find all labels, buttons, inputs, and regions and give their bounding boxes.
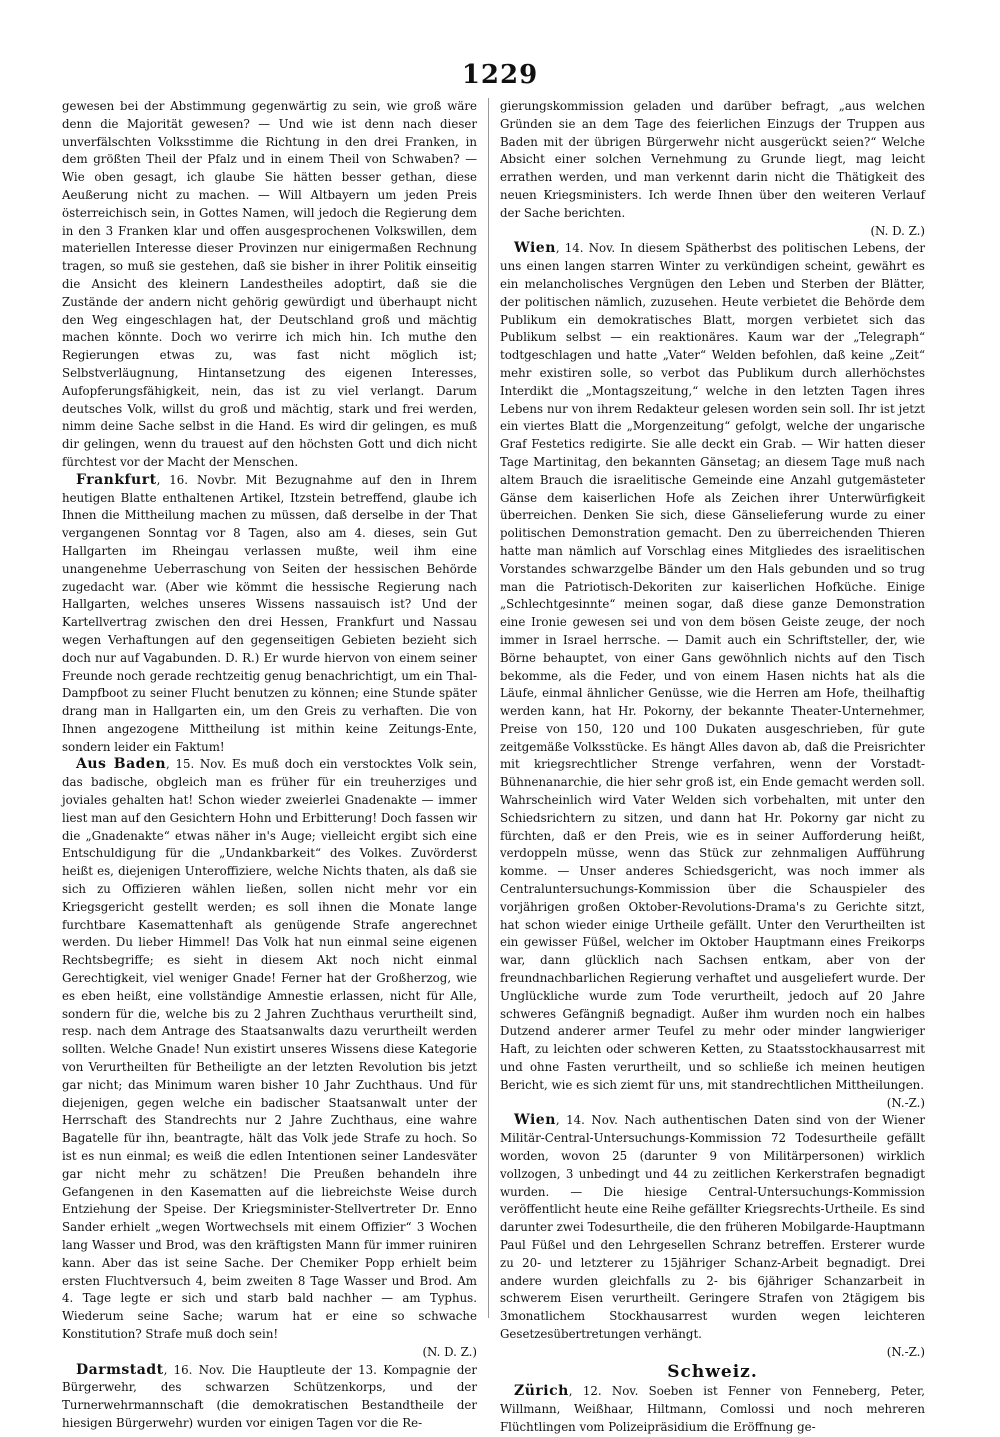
article-text: gierungskommission geladen und darüber befragt, „aus welchen Gründen sie an dem Tage des feierlichen Einzugs der Truppen aus Baden mit der übrigen Bürgerwehr nicht ausgerückt seien?“ Welche Absicht einer solchen Vernehmung zu Grunde liegt, mag leicht errathen werden, und man verkennt darin nicht die Thätigkeit des neuen Kriegsministers. Ich werde Ihnen über den weiteren Verlauf der Sache berichten. [500,99,925,220]
article-text: , 15. Nov. Es muß doch ein verstocktes Volk sein, das badische, obgleich man es früher für ein treuherziges und joviales gehalten hat! Schon wieder zweierlei Gnadenakte — immer liest man auf den Gesichtern Hohn und Erbitterung! Doch fassen wir die „Gnadenakte“ etwas näher in's Auge; vielleicht ergibt sich eine Entschuldigung für die „Undankbarkeit“ des Volkes. Zuvörderst heißt es, diejenigen Unteroffiziere, welche Nichts thaten, als daß sie sich zu Offizieren wählen ließen, sollen nicht mehr vor ein Kriegsgericht gestellt werden; es soll ihnen die Monate lange furchtbare Kasemattenhaft als genügende Strafe angerechnet werden. Du lieber Himmel! Das Volk hat nun einmal seine eigenen Rechtsbegriffe; es sieht in diesem Akt noch nicht einmal Gerechtigkeit, viel weniger Gnade! Ferner hat der Großherzog, wie es eben heißt, eine vollständige Amnestie erlassen, nicht für Alle, sondern für die, welche bis zu 2 Jahren Zuchthaus verurtheilt sind, resp. nach dem Antrage des Staatsanwalts dazu verurtheilt werden sollten. Welche Gnade! Nun existirt unseres Wissens diese Kategorie von Verurtheilten für Betheiligte an der letzten Revolution bis jetzt gar nicht; das Minimum waren bisher 10 Jahr Zuchthaus. Und für diejenigen, gegen welche ein badischer Staatsanwalt unter der Herrschaft des Standrechts nur 2 Jahre Zuchthaus, eine wahre Bagatelle für ihn, beantragte, hält das Volk jede Strafe zu hoch. So ist es nun einmal; es weiß die edlen Intentionen seiner Landesväter gar nicht mehr zu schätzen! Die Preußen behandeln ihre Gefangenen in den Kasematten auf die liebreichste Weise durch Entziehung der Speise. Der Kriegsminister-Stellvertreter Dr. Enno Sander erhielt „wegen Wortwechsels mit einem Offizier“ 3 Wochen lang Wasser und Brod, was den kräftigsten Mann für immer ruiniren kann. Aber das ist seine Sache. Der Chemiker Popp erhielt beim ersten Fluchtversuch 4, beim zweiten 8 Tage Wasser und Brod. Am 4. Tage legte er sich und starb bald nachher — am Typhus. Wiederum seine Sache; warum hat er eine so schwache Konstitution? Strafe muß doch sein! [62,757,477,1341]
article-text: , 14. Nov. Nach authentischen Daten sind von der Wiener Militär-Central-Untersuchungs-Kommission 72 Todesurtheile gefällt worden, wovon 25 (darunter 9 von Militärpersonen) wirklich vollzogen, 3 unbedingt und 44 zu zeitlichen Kerkerstrafen begnadigt wurden. — Die hiesige Central-Untersuchungs-Kommission veröffentlicht heute eine Reihe gefällter Kriegsrechts-Urtheile. Es sind darunter zwei Todesurtheile, die den früheren Mobilgarde-Hauptmann Paul Füßel und den Lehrgesellen Schranz betreffen. Ersterer wurde zu 20- und letzterer zu 15jähriger Schanz-Arbeit begnadigt. Drei andere wurden gleichfalls zu 2- bis 6jähriger Schanzarbeit in schwerem Eisen verurtheilt. Geringere Strafen von 2tägigem bis 3monatlichem Stockhausarrest wurden wegen leichteren Gesetzesübertretungen verhängt. [500,1113,925,1341]
column-divider [488,98,489,1318]
dateline-place: Darmstadt [76,1361,164,1378]
source-signature: (N. D. Z.) [870,223,925,238]
article-paragraph [62,756,477,1361]
article-paragraph [500,1383,925,1436]
article-paragraph [500,1112,925,1361]
source-signature: (N.-Z.) [886,1344,925,1359]
section-heading: Schweiz. [667,1361,758,1382]
article-paragraph [62,472,477,757]
article-paragraph [62,1362,477,1433]
article-text: , 14. Nov. In diesem Spätherbst des politischen Lebens, der uns einen langen starren Winter zu verkündigen scheint, gewährt es ein melancholisches Vergnügen den Leben und Sterben der Blätter, der politischen nämlich, zuzusehen. Heute verbietet die Behörde dem Publikum ein demokratisches Blatt, morgen verbietet sich das Publikum selbst — ein reaktionäres. Kaum war der „Telegraph“ todtgeschlagen und hatte „Vater“ Welden befohlen, daß keine „Zeit“ mehr existiren solle, so verbot das Publikum durch allerhöchstes Interdikt die „Montagszeitung,“ welche in den letzten Tagen ihres Lebens nur von ihrem Redakteur gelesen worden sein soll. Ihr ist jetzt ein viertes Blatt die „Morgenzeitung“ gefolgt, welche der ungarische Graf Festetics redigirte. Sie alle deckt ein Grab. — Wir hatten dieser Tage Martinitag, den bekannten Gänsetag; an diesem Tage muß nach altem Brauch die israelitische Gemeinde eine Anzahl gutgemästeter Gänse dem kaiserlichen Hofe als Zeichen ihrer Unterwürfigkeit überreichen. Denken Sie sich, diese Gänselieferung wurde zu einer politischen Demonstration gemacht. Den zu überreichenden Thieren hatte man nämlich auf Vorschlag eines Mitgliedes des israelitischen Vorstandes schwarzgelbe Bänder um den Hals gebunden und so trug man die Patriotisch-Dekoriten zur kaiserlichen Hofküche. Einige „Schlechtgesinnte“ meinen sogar, daß diese ganze Demonstration eine Ironie gewesen sei und von dem bösen Geiste zeuge, der noch immer in Israel herrsche. — Damit auch ein Schriftsteller, der, wie Börne behauptet, von einer Gans gewöhnlich nichts auf den Tisch bekomme, als die Feder, und von einem Hasen nichts hat als die Läufe, einmal ähnlicher Genüsse, wie die Herren am Hofe, theilhaftig werden kann, hat Hr. Pokorny, der bekannte Theater-Unternehmer, Preise von 150, 120 und 100 Dukaten ausgeschrieben, für gute zeitgemäße Volksstücke. Es hängt Alles davon ab, daß die Preisrichter mit kriegsrechtlicher Strenge verfahren, wenn der Vorstadt-Bühnenanarchie, die hier sehr groß ist, ein Ende gemacht werden soll. Wahrscheinlich wird Vater Welden sich vorbehalten, mit unter den Schiedsrichtern zu sitzen, und dann hat Hr. Pokorny gar nicht zu fürchten, daß er den Preis, wie es in seiner Aufforderung heißt, verdoppeln müsse, wenn das Stück zur zehnmaligen Aufführung komme. — Unser anderes Schiedsgericht, was noch immer als Centraluntersuchungs-Kommission über die Schauspieler des vorjährigen großen Oktober-Revolutions-Drama's zu Gerichte sitzt, hat schon wieder einige Urtheile gefällt. Unter den Verurtheilten ist ein gewisser Füßel, welcher im Oktober Hauptmann eines Freikorps war, dann glücklich nach Sachsen entkam, aber von der freundnachbarlichen Regierung verhaftet und ausgeliefert wurde. Der Unglückliche wurde zum Tode verurtheilt, jedoch auf 20 Jahre schweres Gefängniß begnadigt. Außer ihm wurden noch ein halbes Dutzend anderer armer Teufel zu mehr oder minder langwieriger Haft, zu leichten oder schweren Ketten, zu Staatsstockhausarrest mit und ohne Fasten verurtheilt, und so schließe ich meinen heutigen Bericht, wie es sich ziemt für uns, mit standrechtlichen Mittheilungen. [500,241,925,1092]
dateline-place: Zürich [514,1383,569,1400]
dateline-place: Frankfurt [76,471,157,488]
source-signature: (N. D. Z.) [422,1344,477,1359]
dateline-place: Wien [514,1112,556,1129]
right-column [500,98,925,1434]
page-number: 1229 [461,60,539,90]
source-signature: (N.-Z.) [886,1095,925,1110]
dateline-place: Wien [514,240,556,257]
article-text: , 16. Novbr. Mit Bezugnahme auf den in Ihrem heutigen Blatte enthaltenen Artikel, Itzstein betreffend, glaube ich Ihnen die Mittheilung machen zu müssen, daß derselbe in der That vergangenen Sonntag vor 8 Tagen, also am 4. dieses, sein Gut Hallgarten im Rheingau verlassen mußte, weil ihm eine unangenehme Ueberraschung von Seiten der hessischen Behörde zugedacht war. (Aber wie kömmt die hessische Regierung nach Hallgarten, welches unseres Wissens nassauisch ist? Und der Kartellvertrag zwischen den drei Hessen, Frankfurt und Nassau wegen Verhaftungen auf den gegenseitigen Gebieten bezieht sich doch nur auf Vagabunden. D. R.) Er wurde hiervon von einem seiner Freunde noch gerade rechtzeitig genug benachrichtigt, um ein Thal-Dampfboot zu seiner Flucht benutzen zu können; eine Stunde später drang man in Hallgarten ein, um den Greis zu verhaften. Die von Ihnen angezogene Mittheilung ist mithin keine Zeitungs-Ente, sondern leider ein Faktum! [62,472,477,754]
article-text: , 16. Nov. Die Hauptleute der 13. Kompagnie der Bürgerwehr, des schwarzen Schützenkorps, und der Turnerwehrmannschaft (die demokratischen Bestandtheile der hiesigen Bürgerwehr) wurden vor einigen Tagen vor die Re- [62,1362,477,1430]
article-paragraph [500,240,925,1112]
article-text: gewesen bei der Abstimmung gegenwärtig zu sein, wie groß wäre denn die Majorität gewesen? — Und wie ist denn nach dieser unverfälschten Volksstimme die Richtung in den drei Franken, in dem größten Theil der Pfalz und in einem Theil von Schwaben? — Wie oben gesagt, ich glaube Sie hätten besser gethan, diese Aeußerung nicht zu machen. — Will Altbayern um jeden Preis österreichisch sein, in Gottes Namen, will jedoch die Regierung dem in den 3 Franken klar und offen ausgesprochenen Volkswillen, dem materiellen Interesse dieser Provinzen nur einigermaßen Rechnung tragen, so muß sie gestehen, daß sie bisher in ihrer Politik einseitig die Ansicht des kleinern Landestheiles adoptirt, daß sie die Zustände der andern nicht gehörig gewürdigt und überhaupt nicht den Weg eingeschlagen hat, der Deutschland groß und mächtig machen könnte. Doch wo verirre ich mich hin. Ich muthe den Regierungen etwas zu, was fast nicht möglich ist; Selbstverläugnung, Hintansetzung des eigenen Interesses, Aufopferungsfähigkeit, nein, das ist zu viel verlangt. Darum deutsches Volk, willst du groß und mächtig, stark und frei werden, nimm deine Sache selbst in die Hand. Es wird dir gelingen, es muß dir gelingen, wenn du trauest auf den höchsten Gott und dich nicht fürchtest vor der Macht der Menschen. [62,99,477,469]
left-column [62,98,477,1430]
article-text: , 12. Nov. Soeben ist Fenner von Fenneberg, Peter, Willmann, Weißhaar, Hiltmann, Comlossi und noch mehreren Flüchtlingen vom Polizeipräsidium die Eröffnung ge- [500,1384,925,1434]
continued-paragraph [500,98,925,240]
continued-paragraph [62,98,477,472]
dateline-place: Aus Baden [76,756,167,773]
